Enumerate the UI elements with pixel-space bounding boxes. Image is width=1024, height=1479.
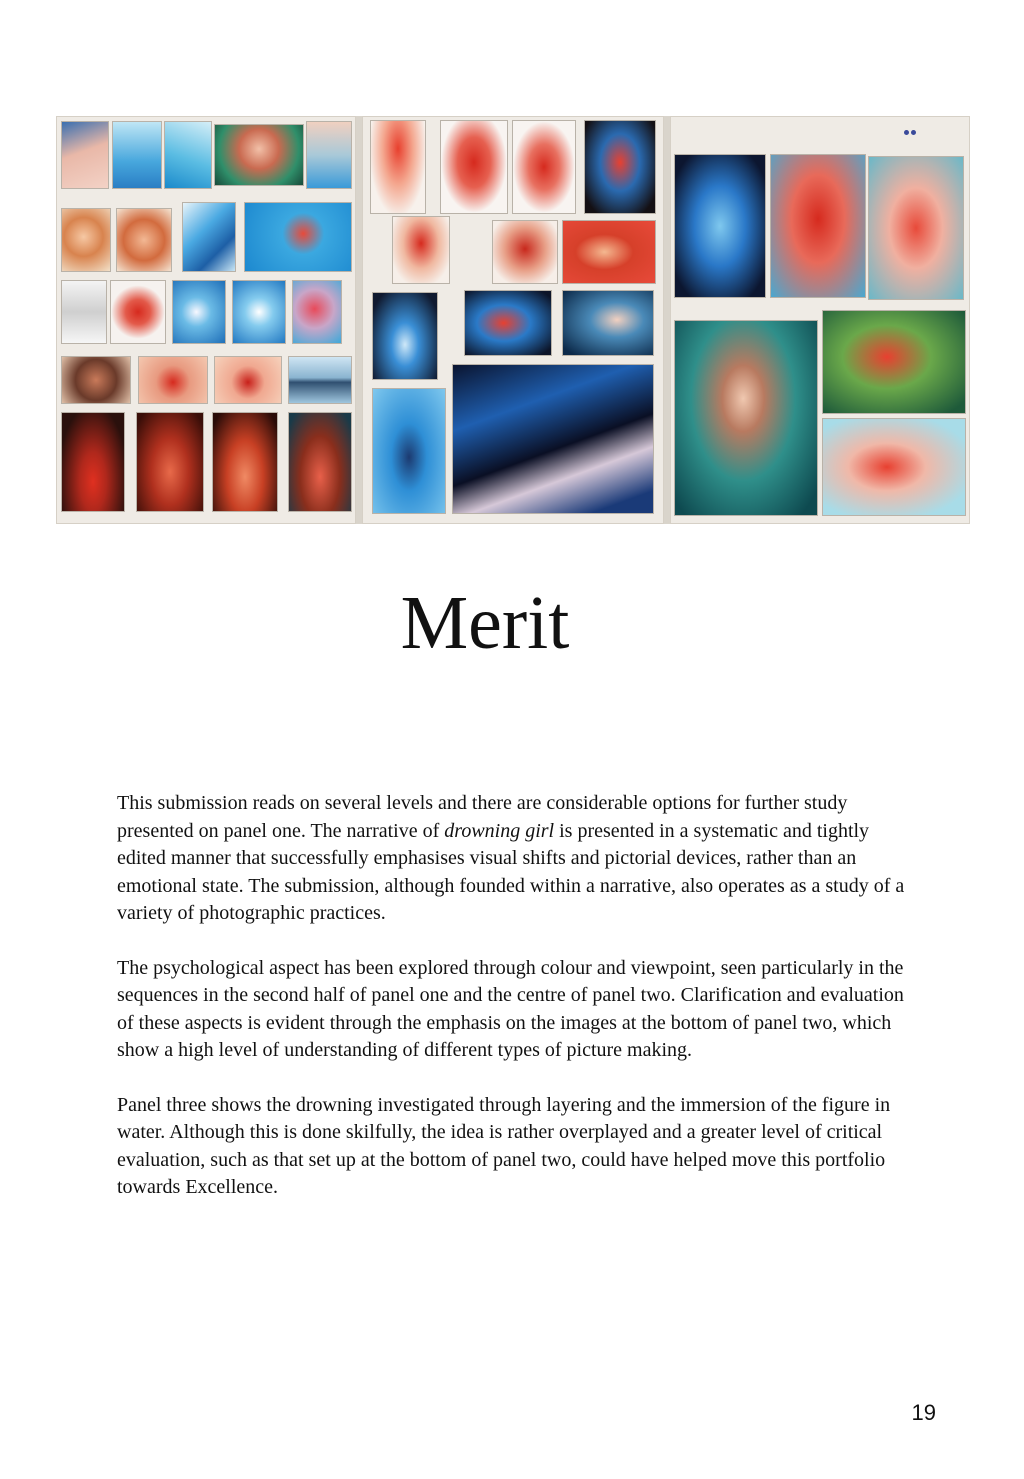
paragraph: The psychological aspect has been explored through colour and viewpoint, seen particularly in the sequences in the second half of panel one and the centre of panel two. Clarification and evaluation of these aspects is evident through the emphasis on the images at the bottom of panel two, which show a high level of understanding of different types of picture making. [117,956,904,1061]
photo [674,320,818,516]
photo [492,220,558,284]
panel-two [362,116,664,524]
panel-three [670,116,970,524]
photo [61,208,111,272]
panel-marker [904,122,918,140]
photo [214,124,304,186]
photo [110,280,166,344]
photo [822,310,966,414]
photo [306,121,352,189]
portfolio-photo-board [56,116,970,524]
page-number: 19 [911,1400,936,1425]
photo [770,154,866,298]
photo [372,292,438,380]
photo [584,120,656,214]
photo [136,412,204,512]
photo [372,388,446,514]
photo [868,156,964,300]
emphasis-text: drowning girl [444,819,555,842]
photo [464,290,552,356]
paragraph: Panel three shows the drowning investigated through layering and the immersion of the figure in water. Although this is done skilfully, the idea is rather overplayed and a greater level of critical evaluation, such as that set up at the bottom of panel two, could have helped move this portfolio towards Excellence. [117,1093,891,1198]
photo [172,280,226,344]
photo [214,356,282,404]
photo [61,356,131,404]
photo [164,121,212,189]
photo [288,412,352,512]
photo [392,216,450,284]
photo [440,120,508,214]
photo [512,120,576,214]
photo [61,121,109,189]
photo [61,412,125,512]
paragraph: This submission reads on several levels and there are considerable options for further study presented on panel one. The narrative of drowning girl is presented in a systematic and tightly edited manner that successfully emphasises visual shifts and pictorial devices, rather than an emotional state. The submission, although founded within a narrative, also operates as a study of a variety of photographic practices. [117,792,905,924]
photo [182,202,236,272]
photo [61,280,107,344]
photo [562,290,654,356]
photo [292,280,342,344]
photo [674,154,766,298]
photo [822,418,966,516]
photo [138,356,208,404]
photo [288,356,352,404]
photo [370,120,426,214]
photo [112,121,162,189]
body-text [117,790,907,1229]
page-title: Merit [400,581,570,665]
photo [212,412,278,512]
photo [562,220,656,284]
photo [452,364,654,514]
photo [116,208,172,272]
photo [244,202,352,272]
photo [232,280,286,344]
panel-one [56,116,356,524]
